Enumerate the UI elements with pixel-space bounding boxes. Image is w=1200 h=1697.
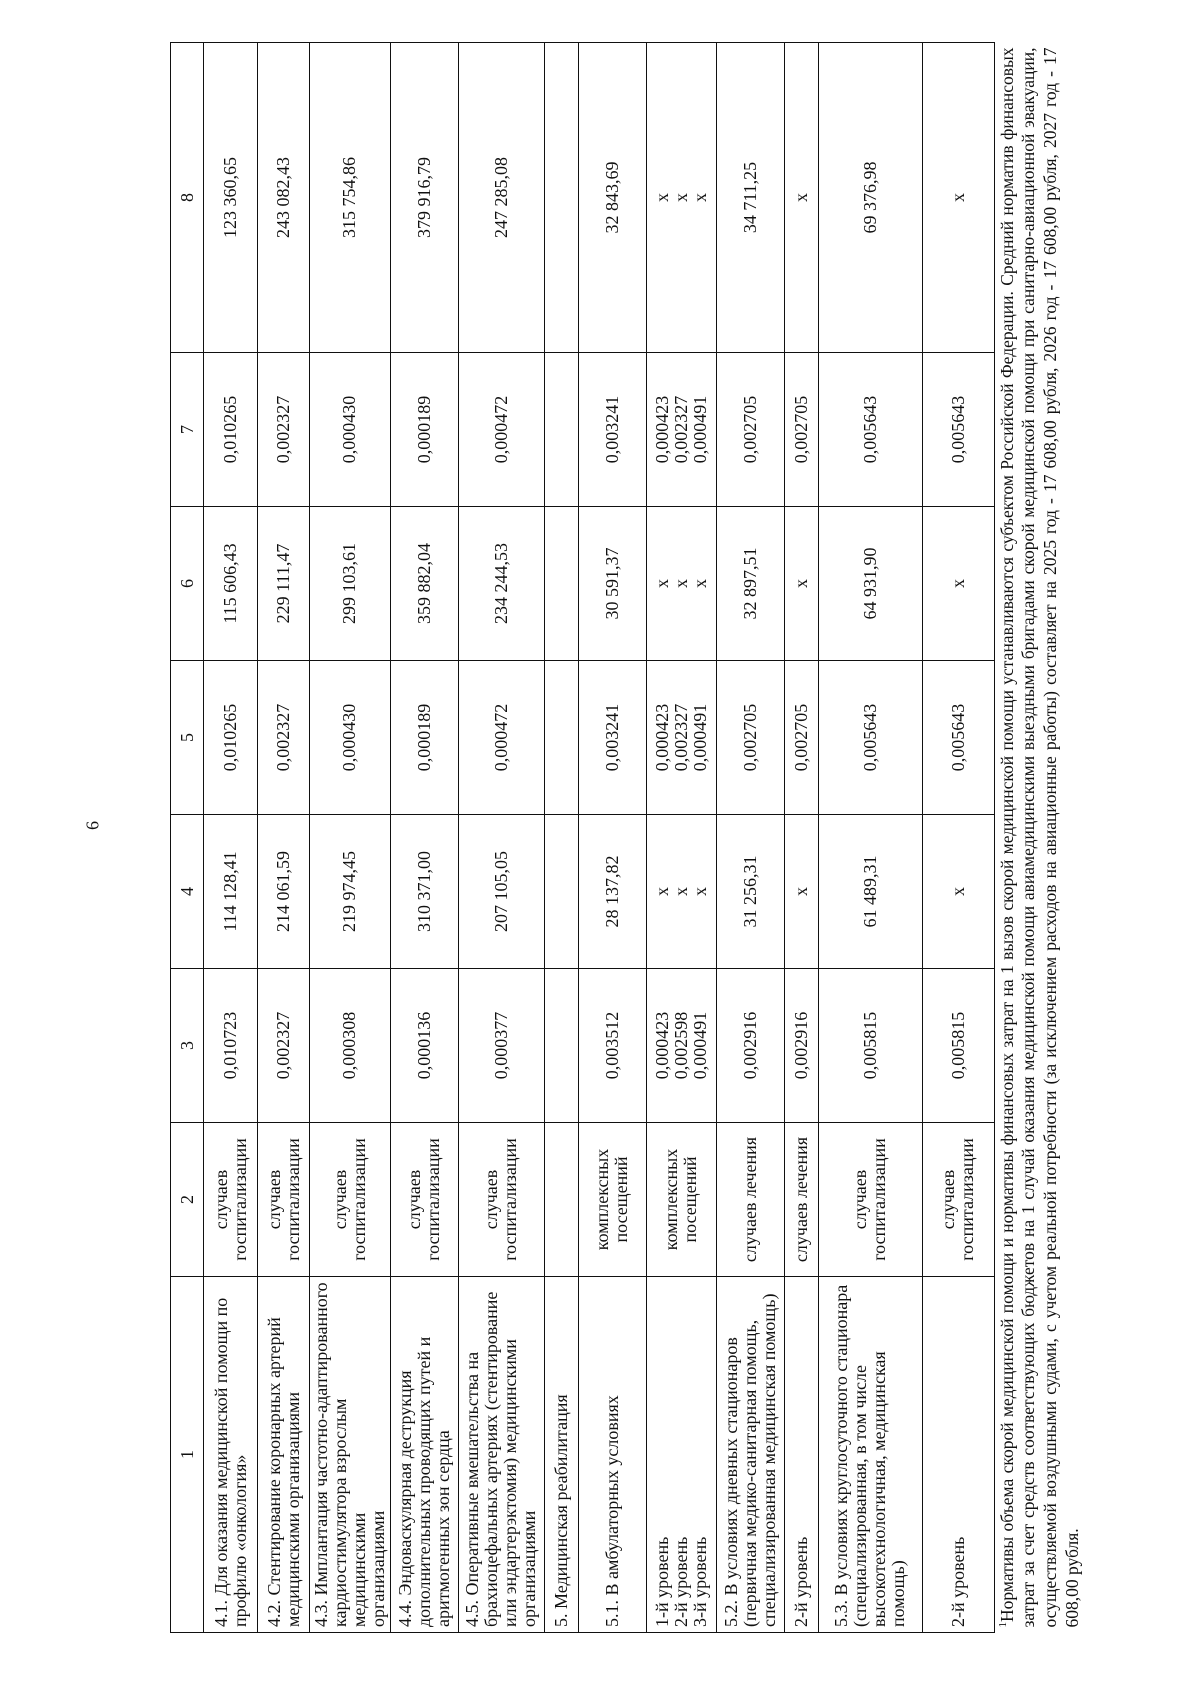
column-header-8: 8 bbox=[171, 43, 204, 353]
cell-line: или эндартерэктомия) медицинскими bbox=[500, 1339, 521, 1627]
cell-line: госпитализации bbox=[282, 1138, 303, 1261]
cell-line: 4.2. Стентирование коронарных артерий bbox=[263, 1317, 284, 1627]
cell-line: случаев bbox=[938, 1169, 959, 1230]
table-cell-col1 bbox=[390, 1277, 458, 1633]
table-cell-col2 bbox=[310, 1123, 391, 1277]
cell-line: x bbox=[670, 579, 691, 588]
cell-line: 0,000423 bbox=[651, 395, 672, 464]
table-cell-col5 bbox=[310, 661, 391, 815]
cell-line: случаев bbox=[329, 1169, 350, 1230]
cell-line: посещений bbox=[680, 1156, 701, 1243]
table-cell-col3 bbox=[922, 969, 994, 1123]
table-cell-col7 bbox=[258, 353, 310, 507]
cell-line: 0,000136 bbox=[413, 1011, 434, 1080]
table-cell-col7 bbox=[458, 353, 544, 507]
table-cell-col4 bbox=[204, 815, 258, 969]
cell-line: 207 105,05 bbox=[490, 851, 511, 932]
table-cell-col1 bbox=[544, 1277, 578, 1633]
cell-line: госпитализации bbox=[869, 1138, 890, 1261]
cell-line: 0,002327 bbox=[670, 395, 691, 464]
cell-line: госпитализации bbox=[423, 1138, 444, 1261]
table-cell-col7 bbox=[204, 353, 258, 507]
cell-line: 115 606,43 bbox=[220, 543, 241, 624]
cell-line: 0,005815 bbox=[859, 1011, 880, 1080]
table-cell-col5 bbox=[784, 661, 818, 815]
table-cell-col2 bbox=[784, 1123, 818, 1277]
table-row bbox=[922, 43, 994, 1633]
cell-line: 247 285,08 bbox=[490, 157, 511, 238]
table-cell-col6 bbox=[578, 507, 646, 661]
table-cell-col6 bbox=[784, 507, 818, 661]
cell-line: (специализированная, в том числе bbox=[850, 1365, 871, 1627]
column-header-6: 6 bbox=[171, 507, 204, 661]
cell-line: случаев лечения bbox=[790, 1136, 811, 1263]
cell-line: случаев bbox=[850, 1169, 871, 1230]
cell-line: организациями bbox=[367, 1510, 388, 1627]
cell-line: 0,005815 bbox=[947, 1011, 968, 1080]
table-row bbox=[716, 43, 784, 1633]
footnote-marker: 1 bbox=[996, 1622, 1009, 1628]
table-cell-col3 bbox=[204, 969, 258, 1123]
table-cell-col1 bbox=[646, 1277, 716, 1633]
table-cell-col6 bbox=[390, 507, 458, 661]
cell-line: 0,005643 bbox=[947, 703, 968, 772]
cell-line: 0,000472 bbox=[490, 395, 511, 464]
table-cell-col4 bbox=[458, 815, 544, 969]
cell-line: 32 897,51 bbox=[739, 547, 760, 620]
table-cell-col8 bbox=[544, 43, 578, 353]
cell-line: случаев bbox=[404, 1169, 425, 1230]
rotated-page-content bbox=[170, 43, 1083, 1633]
table-cell-col7 bbox=[544, 353, 578, 507]
cell-line: посещений bbox=[611, 1156, 632, 1243]
table-cell-col8 bbox=[646, 43, 716, 353]
table-row bbox=[204, 43, 258, 1633]
table-cell-col2 bbox=[458, 1123, 544, 1277]
cell-line: 0,000430 bbox=[339, 395, 360, 464]
cell-line: госпитализации bbox=[229, 1138, 250, 1261]
cell-line: 0,003512 bbox=[601, 1011, 622, 1080]
table-cell-col8 bbox=[310, 43, 391, 353]
cell-line: 359 882,04 bbox=[413, 543, 434, 624]
cell-line: 0,002327 bbox=[273, 703, 294, 772]
table-cell-col6 bbox=[310, 507, 391, 661]
cell-line: 0,000491 bbox=[689, 1011, 710, 1080]
table-cell-col5 bbox=[646, 661, 716, 815]
page-number: 6 bbox=[82, 821, 103, 830]
table-cell-col5 bbox=[204, 661, 258, 815]
table-cell-col5 bbox=[390, 661, 458, 815]
cell-line: x bbox=[947, 193, 968, 202]
cell-line: x bbox=[790, 579, 811, 588]
table-cell-col6 bbox=[922, 507, 994, 661]
cell-line: случаев bbox=[210, 1169, 231, 1230]
table-cell-col5 bbox=[922, 661, 994, 815]
table-row bbox=[458, 43, 544, 1633]
cell-line: организациями bbox=[518, 1510, 539, 1627]
cell-line: 0,000308 bbox=[339, 1011, 360, 1080]
table-cell-col1 bbox=[784, 1277, 818, 1633]
cell-line: 123 360,65 bbox=[220, 157, 241, 238]
column-header-3: 3 bbox=[171, 969, 204, 1123]
table-body bbox=[204, 43, 995, 1633]
table-cell-col6 bbox=[258, 507, 310, 661]
table-cell-col1 bbox=[204, 1277, 258, 1633]
cell-line: x bbox=[790, 887, 811, 896]
table-cell-col2 bbox=[258, 1123, 310, 1277]
cell-line: x bbox=[947, 579, 968, 588]
table-cell-col3 bbox=[716, 969, 784, 1123]
cell-line: x bbox=[670, 887, 691, 896]
table-cell-col3 bbox=[390, 969, 458, 1123]
cell-line: 61 489,31 bbox=[859, 855, 880, 928]
cell-line: 1-й уровень bbox=[651, 1536, 672, 1627]
cell-line: 0,000430 bbox=[339, 703, 360, 772]
table-cell-col1 bbox=[310, 1277, 391, 1633]
cell-line: (первичная медико-санитарная помощь, bbox=[739, 1319, 760, 1627]
table-cell-col3 bbox=[646, 969, 716, 1123]
column-header-4: 4 bbox=[171, 815, 204, 969]
table-cell-col6 bbox=[716, 507, 784, 661]
cell-line: 32 843,69 bbox=[601, 161, 622, 234]
cell-line: 0,000491 bbox=[689, 703, 710, 772]
cell-line: x bbox=[651, 887, 672, 896]
table-cell-col7 bbox=[646, 353, 716, 507]
cell-line: 0,000472 bbox=[490, 703, 511, 772]
cell-line: 0,000377 bbox=[490, 1011, 511, 1080]
cell-line: 4.4. Эндоваскулярная деструкция bbox=[394, 1370, 415, 1627]
table-row bbox=[544, 43, 578, 1633]
cell-line: 28 137,82 bbox=[601, 855, 622, 928]
table-row bbox=[390, 43, 458, 1633]
cell-line: случаев лечения bbox=[739, 1136, 760, 1263]
cell-line: 0,010265 bbox=[220, 703, 241, 772]
table-cell-col7 bbox=[784, 353, 818, 507]
cell-line: 0,002327 bbox=[273, 395, 294, 464]
cell-line: 5.2. В условиях дневных стационаров bbox=[720, 1337, 741, 1627]
footnote-row bbox=[994, 43, 1086, 1633]
table-cell-col4 bbox=[784, 815, 818, 969]
cell-line: 0,000423 bbox=[651, 703, 672, 772]
footnote-text: Нормативы объема скорой медицинской помощи и нормативы финансовых затрат на 1 вызов скорой медицинской помощи устанавливаются субъектом Российской Федерации. Средний норматив финансовых затрат за счет средств соответствующих бюджетов на 1 случай оказания медицинской помощи авиамедицинскими выездными бригадами скорой медицинской помощи при санитарно-авиационной эвакуации, осуществляемой воздушными судами, с учетом реальной потребности (за исключением расходов на авиационные работы) составляет на 2025 год - 17 608,00 рубля, 2026 год - 17 608,00 рубля, 2027 год - 17 608,00 рубля. bbox=[996, 47, 1083, 1628]
cell-line: 0,005643 bbox=[859, 703, 880, 772]
cell-line: 0,000491 bbox=[689, 395, 710, 464]
cell-line: 0,000189 bbox=[413, 395, 434, 464]
table-cell-col4 bbox=[646, 815, 716, 969]
table-cell-col4 bbox=[258, 815, 310, 969]
cell-line: 4.1. Для оказания медицинской помощи по bbox=[210, 1297, 231, 1627]
table-row bbox=[818, 43, 922, 1633]
table-cell-col1 bbox=[258, 1277, 310, 1633]
cell-line: 243 082,43 bbox=[273, 157, 294, 238]
cell-line: 0,002705 bbox=[739, 395, 760, 464]
table-cell-col4 bbox=[390, 815, 458, 969]
cell-line: 0,002327 bbox=[273, 1011, 294, 1080]
table-cell-col2 bbox=[390, 1123, 458, 1277]
table-row bbox=[646, 43, 716, 1633]
cell-line: 3-й уровень bbox=[689, 1536, 710, 1627]
table-cell-col2 bbox=[646, 1123, 716, 1277]
cell-line: 0,002705 bbox=[739, 703, 760, 772]
cell-line: 0,003241 bbox=[601, 395, 622, 464]
cell-line: 5.3. В условиях круглосуточного стационара bbox=[831, 1284, 852, 1627]
cell-line: 310 371,00 bbox=[413, 851, 434, 932]
table-cell-col7 bbox=[818, 353, 922, 507]
table-cell-col8 bbox=[578, 43, 646, 353]
cell-line: 4.5. Оперативные вмешательства на bbox=[462, 1351, 483, 1627]
table-cell-col7 bbox=[390, 353, 458, 507]
table-cell-col1 bbox=[818, 1277, 922, 1633]
table-cell-col2 bbox=[544, 1123, 578, 1277]
cell-line: x bbox=[689, 579, 710, 588]
table-cell-col7 bbox=[716, 353, 784, 507]
cell-line: 229 111,47 bbox=[273, 543, 294, 624]
cell-line: кардиостимулятора взрослым медицинскими bbox=[329, 1398, 369, 1627]
table-cell-col3 bbox=[818, 969, 922, 1123]
cell-line: 0,005643 bbox=[859, 395, 880, 464]
cell-line: 0,000423 bbox=[651, 1011, 672, 1080]
cell-line: 315 754,86 bbox=[339, 157, 360, 238]
cell-line: 0,002916 bbox=[739, 1011, 760, 1080]
table-cell-col3 bbox=[310, 969, 391, 1123]
cell-line: 234 244,53 bbox=[490, 543, 511, 624]
cell-line: x bbox=[651, 193, 672, 202]
cell-line: 2-й уровень bbox=[670, 1536, 691, 1627]
cell-line: госпитализации bbox=[500, 1138, 521, 1261]
table-cell-col3 bbox=[578, 969, 646, 1123]
column-header-5: 5 bbox=[171, 661, 204, 815]
table-cell-col1 bbox=[716, 1277, 784, 1633]
table-row bbox=[784, 43, 818, 1633]
cell-line: 0,010723 bbox=[220, 1011, 241, 1080]
table-cell-col4 bbox=[578, 815, 646, 969]
table-cell-col3 bbox=[458, 969, 544, 1123]
table-header-row bbox=[171, 43, 204, 1633]
table-cell-col2 bbox=[578, 1123, 646, 1277]
table-cell-col8 bbox=[716, 43, 784, 353]
table-cell-col6 bbox=[204, 507, 258, 661]
cell-line: x bbox=[689, 887, 710, 896]
table-cell-col8 bbox=[784, 43, 818, 353]
cell-line: случаев bbox=[263, 1169, 284, 1230]
cell-line: 34 711,25 bbox=[739, 161, 760, 234]
table-cell-col1 bbox=[922, 1277, 994, 1633]
table-cell-col6 bbox=[458, 507, 544, 661]
cell-line: 69 376,98 bbox=[859, 161, 880, 234]
cell-line: 0,000189 bbox=[413, 703, 434, 772]
table-cell-col6 bbox=[818, 507, 922, 661]
table-cell-col1 bbox=[458, 1277, 544, 1633]
cell-line: специализированная медицинская помощь) bbox=[758, 1293, 779, 1627]
footnote bbox=[994, 43, 1086, 1633]
table-cell-col5 bbox=[258, 661, 310, 815]
cell-line: 0,002705 bbox=[790, 395, 811, 464]
cell-line: 214 061,59 bbox=[273, 851, 294, 932]
cell-line: комплексных bbox=[661, 1148, 682, 1251]
table-cell-col2 bbox=[818, 1123, 922, 1277]
cell-line: 219 974,45 bbox=[339, 851, 360, 932]
cell-line: случаев bbox=[481, 1169, 502, 1230]
column-header-1: 1 bbox=[171, 1277, 204, 1633]
table-row bbox=[310, 43, 391, 1633]
cell-line: госпитализации bbox=[348, 1138, 369, 1261]
cell-line: 0,002705 bbox=[790, 703, 811, 772]
table-cell-col2 bbox=[716, 1123, 784, 1277]
table-cell-col5 bbox=[818, 661, 922, 815]
table-cell-col4 bbox=[544, 815, 578, 969]
cell-line: высокотехнологичная, медицинская помощь) bbox=[869, 1351, 908, 1627]
cell-line: аритмогенных зон сердца bbox=[432, 1430, 453, 1627]
table-cell-col6 bbox=[646, 507, 716, 661]
table-row bbox=[258, 43, 310, 1633]
cell-line: 5.1. В амбулаторных условиях bbox=[601, 1395, 622, 1627]
table-cell-col4 bbox=[922, 815, 994, 969]
norms-table bbox=[170, 42, 1086, 1633]
cell-line: комплексных bbox=[592, 1148, 613, 1251]
table-cell-col8 bbox=[922, 43, 994, 353]
table-cell-col5 bbox=[458, 661, 544, 815]
cell-line: медицинскими организациями bbox=[282, 1391, 303, 1627]
cell-line: 30 591,37 bbox=[601, 547, 622, 620]
cell-line: 0,005643 bbox=[947, 395, 968, 464]
table-cell-col7 bbox=[310, 353, 391, 507]
cell-line: 0,010265 bbox=[220, 395, 241, 464]
table-cell-col8 bbox=[390, 43, 458, 353]
cell-line: x bbox=[790, 193, 811, 202]
cell-line: 0,002598 bbox=[670, 1011, 691, 1080]
table-cell-col5 bbox=[578, 661, 646, 815]
table-cell-col8 bbox=[204, 43, 258, 353]
table-cell-col8 bbox=[458, 43, 544, 353]
cell-line: брахиоцефальных артериях (стентирование bbox=[481, 1291, 502, 1627]
cell-line: дополнительных проводящих путей и bbox=[413, 1336, 434, 1627]
table-cell-col8 bbox=[258, 43, 310, 353]
column-header-7: 7 bbox=[171, 353, 204, 507]
cell-line: профилю «онкология» bbox=[229, 1454, 250, 1627]
cell-line: 379 916,79 bbox=[413, 157, 434, 238]
table-cell-col3 bbox=[544, 969, 578, 1123]
table-cell-col7 bbox=[922, 353, 994, 507]
cell-line: x bbox=[947, 887, 968, 896]
cell-line: 31 256,31 bbox=[739, 855, 760, 928]
cell-line: госпитализации bbox=[957, 1138, 978, 1261]
cell-line: 0,003241 bbox=[601, 703, 622, 772]
table-cell-col2 bbox=[922, 1123, 994, 1277]
cell-line: 0,002916 bbox=[790, 1011, 811, 1080]
table-cell-col3 bbox=[258, 969, 310, 1123]
table-cell-col4 bbox=[310, 815, 391, 969]
cell-line: x bbox=[651, 579, 672, 588]
table-cell-col8 bbox=[818, 43, 922, 353]
cell-line: 0,002327 bbox=[670, 703, 691, 772]
table-cell-col6 bbox=[544, 507, 578, 661]
cell-line: 5. Медицинская реабилитация bbox=[550, 1394, 571, 1627]
table-cell-col7 bbox=[578, 353, 646, 507]
table-cell-col4 bbox=[716, 815, 784, 969]
table-cell-col3 bbox=[784, 969, 818, 1123]
cell-line: 64 931,90 bbox=[859, 547, 880, 620]
cell-line: 2-й уровень bbox=[947, 1536, 968, 1627]
table-cell-col5 bbox=[716, 661, 784, 815]
table-cell-col1 bbox=[578, 1277, 646, 1633]
cell-line: 2-й уровень bbox=[790, 1536, 811, 1627]
table-cell-col2 bbox=[204, 1123, 258, 1277]
cell-line: x bbox=[689, 193, 710, 202]
cell-line: 299 103,61 bbox=[339, 543, 360, 624]
table-cell-col4 bbox=[818, 815, 922, 969]
table-cell-col5 bbox=[544, 661, 578, 815]
cell-line: 114 128,41 bbox=[220, 851, 241, 932]
table-row bbox=[578, 43, 646, 1633]
cell-line: 4.3. Имплантация частотно-адаптированного bbox=[311, 1282, 331, 1627]
cell-line: x bbox=[670, 193, 691, 202]
column-header-2: 2 bbox=[171, 1123, 204, 1277]
